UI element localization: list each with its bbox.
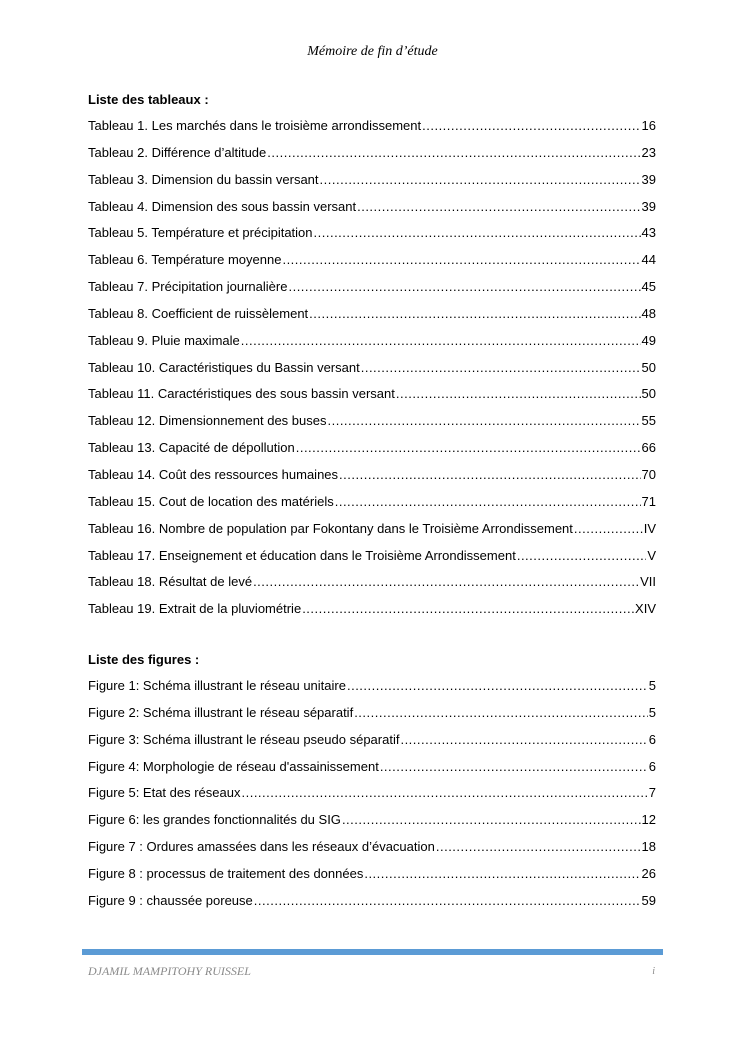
table-list-entry[interactable] [88,118,656,145]
table-list-entry[interactable] [88,145,656,172]
table-list-entry[interactable] [88,574,656,601]
toc-leader-dots [320,172,641,188]
toc-entry-label: Tableau 8. Coefficient de ruissèlement [88,305,309,321]
toc-entry-label: Tableau 10. Caractéristiques du Bassin versant [88,359,360,375]
table-list-entry[interactable] [88,440,656,467]
toc-page-number: 71 [641,493,656,509]
toc-leader-dots [241,785,647,801]
toc-entry-label: Tableau 9. Pluie maximale [88,332,240,348]
table-list-entry[interactable] [88,548,656,575]
toc-entry-label: Tableau 13. Capacité de dépollution [88,440,295,456]
table-list-entry[interactable] [88,467,656,494]
toc-page-number: 48 [641,305,656,321]
table-list-entry[interactable] [88,225,656,252]
table-list-entry[interactable] [88,199,656,226]
toc-leader-dots [288,279,640,295]
toc-entry-label: Tableau 12. Dimensionnement des buses [88,413,327,429]
toc-leader-dots [342,812,641,828]
toc-page-number: IV [643,520,656,536]
toc-leader-dots [327,413,640,429]
toc-page-number: 39 [641,198,656,214]
table-list-entry[interactable] [88,521,656,548]
toc-leader-dots [339,467,640,483]
figures-list [88,678,656,920]
toc-page-number: VII [640,574,656,590]
toc-entry-label: Figure 6: les grandes fonctionnalités du SIG [88,812,341,828]
tables-list-heading: Liste des tableaux : [88,92,209,107]
toc-leader-dots [302,601,634,617]
footer-page-number: i [652,966,655,977]
toc-entry-label: Tableau 14. Coût des ressources humaines [88,466,339,482]
toc-page-number: 5 [648,704,656,720]
toc-page-number: 6 [648,758,656,774]
figure-list-entry[interactable] [88,866,656,893]
toc-leader-dots [309,306,640,322]
toc-page-number: 66 [641,440,656,456]
toc-leader-dots [364,866,640,882]
toc-entry-label: Figure 1: Schéma illustrant le réseau unitaire [88,678,346,693]
toc-entry-label: Tableau 18. Résultat de levé [88,574,253,590]
toc-page-number: V [647,547,656,563]
toc-entry-label: Figure 3: Schéma illustrant le réseau pseudo séparatif [88,731,400,747]
toc-page-number: 50 [641,359,656,375]
toc-page-number: 44 [641,252,656,268]
toc-leader-dots [241,333,641,349]
toc-page-number: 49 [641,332,656,348]
toc-page-number: 70 [641,466,656,482]
tables-list [88,118,656,628]
toc-page-number: 5 [648,678,656,693]
table-list-entry[interactable] [88,386,656,413]
toc-page-number: 59 [641,892,656,908]
toc-page-number: 55 [641,413,656,429]
table-list-entry[interactable] [88,360,656,387]
figure-list-entry[interactable] [88,785,656,812]
toc-page-number: 45 [641,279,656,295]
toc-leader-dots [380,759,648,775]
toc-page-number: 43 [641,225,656,241]
table-list-entry[interactable] [88,333,656,360]
toc-page-number: 50 [641,386,656,402]
table-list-entry[interactable] [88,172,656,199]
toc-entry-label: Tableau 3. Dimension du bassin versant [88,171,319,187]
document-header-title: Mémoire de fin d’étude [307,44,438,59]
toc-entry-label: Tableau 7. Précipitation journalière [88,279,288,295]
table-list-entry[interactable] [88,413,656,440]
toc-leader-dots [436,839,641,855]
toc-entry-label: Tableau 5. Température et précipitation [88,225,313,241]
figures-list-heading: Liste des figures : [88,652,200,667]
table-list-entry[interactable] [88,306,656,333]
toc-entry-label: Tableau 6. Température moyenne [88,252,282,268]
table-list-entry[interactable] [88,494,656,521]
toc-leader-dots [574,521,643,537]
toc-page-number: 26 [641,865,656,881]
figure-list-entry[interactable] [88,705,656,732]
toc-leader-dots [357,199,640,215]
toc-entry-label: Figure 8 : processus de traitement des données [88,865,364,881]
toc-leader-dots [517,548,647,564]
toc-leader-dots [314,225,641,241]
toc-page-number: 6 [648,731,656,747]
toc-leader-dots [361,360,641,376]
toc-entry-label: Tableau 2. Différence d’altitude [88,144,267,160]
toc-leader-dots [267,145,640,161]
toc-leader-dots [253,574,639,590]
toc-leader-dots [296,440,641,456]
toc-page-number: 23 [641,144,656,160]
toc-leader-dots [335,494,641,510]
table-list-entry[interactable] [88,601,656,628]
toc-entry-label: Figure 4: Morphologie de réseau d'assainissement [88,758,379,774]
toc-entry-label: Figure 2: Schéma illustrant le réseau séparatif [88,704,354,720]
toc-entry-label: Tableau 15. Cout de location des matériels [88,493,334,509]
figure-list-entry[interactable] [88,759,656,786]
toc-entry-label: Tableau 17. Enseignement et éducation dans le Troisième Arrondissement [88,547,516,563]
figure-list-entry[interactable] [88,893,656,920]
toc-leader-dots [422,118,640,134]
toc-page-number: 12 [641,812,656,828]
toc-entry-label: Tableau 16. Nombre de population par Fokontany dans le Troisième Arrondissement [88,520,573,536]
toc-entry-label: Figure 5: Etat des réseaux [88,785,241,801]
toc-leader-dots [254,893,641,909]
table-list-entry[interactable] [88,252,656,279]
toc-entry-label: Figure 9 : chaussée poreuse [88,892,253,908]
toc-leader-dots [400,732,647,748]
toc-page-number: XIV [635,601,656,617]
toc-page-number: 16 [641,118,656,133]
figure-list-entry[interactable] [88,678,656,705]
footer-rule [82,949,663,955]
toc-leader-dots [347,678,648,694]
figure-list-entry[interactable] [88,732,656,759]
table-list-entry[interactable] [88,279,656,306]
toc-page-number: 18 [641,839,656,855]
figure-list-entry[interactable] [88,812,656,839]
toc-page-number: 7 [648,785,656,801]
footer-author: DJAMIL MAMPITOHY RUISSEL [88,964,251,978]
toc-entry-label: Tableau 1. Les marchés dans le troisième arrondissement [88,118,422,133]
toc-entry-label: Tableau 19. Extrait de la pluviométrie [88,601,302,617]
figure-list-entry[interactable] [88,839,656,866]
toc-leader-dots [354,705,648,721]
toc-leader-dots [282,252,640,268]
toc-entry-label: Tableau 11. Caractéristiques des sous bassin versant [88,386,395,402]
toc-entry-label: Figure 7 : Ordures amassées dans les réseaux d’évacuation [88,839,435,855]
toc-page-number: 39 [641,171,656,187]
toc-entry-label: Tableau 4. Dimension des sous bassin versant [88,198,357,214]
toc-leader-dots [396,386,641,402]
